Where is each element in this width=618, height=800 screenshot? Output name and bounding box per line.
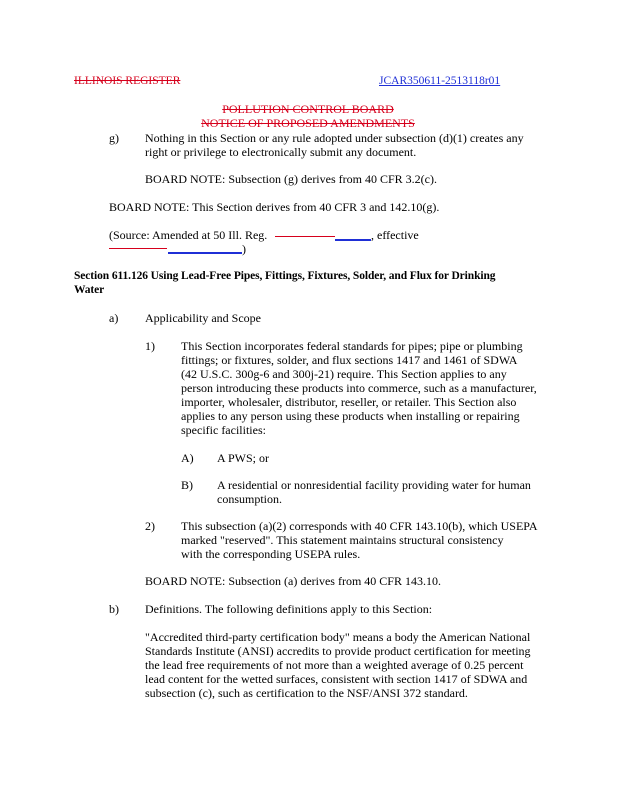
subsection-label-b: b): [109, 602, 119, 616]
paragraph-1-line: importer, wholesaler, distributor, reseller, or retailer. This Section also: [181, 395, 517, 409]
paragraph-1-line: specific facilities:: [181, 423, 266, 437]
definition-line: subsection (c), such as certification to the NSF/ANSI 372 standard.: [145, 686, 468, 700]
subsection-a-heading: Applicability and Scope: [145, 311, 261, 325]
source-effective: , effective: [371, 228, 419, 242]
paragraph-2-line1: This subsection (a)(2) corresponds with 40 CFR 143.10(b), which USEPA: [181, 519, 538, 533]
source-date-blank: [168, 252, 242, 254]
item-B-line1: A residential or nonresidential facility providing water for human: [217, 478, 531, 492]
paragraph-label-2: 2): [145, 519, 155, 533]
source-date-strike: [109, 248, 167, 249]
board-note-g: BOARD NOTE: Subsection (g) derives from 40 CFR 3.2(c).: [145, 172, 437, 186]
subsection-label-g: g): [109, 131, 119, 145]
item-label-A: A): [181, 451, 194, 465]
subsection-b-heading: Definitions. The following definitions apply to this Section:: [145, 602, 433, 616]
paragraph-1-line: This Section incorporates federal standards for pipes; pipe or plumbing: [181, 339, 523, 353]
source-close: ): [242, 242, 246, 256]
paragraph-2-line2: marked "reserved". This statement maintains structural consistency: [181, 533, 504, 547]
subsection-g-line1: Nothing in this Section or any rule adopted under subsection (d)(1) creates any: [145, 131, 524, 145]
paragraph-label-1: 1): [145, 339, 155, 353]
definition-line: Standards Institute (ANSI) accredits to provide product certification for meeting: [145, 644, 531, 658]
item-B-line2: consumption.: [217, 492, 282, 506]
item-label-B: B): [181, 478, 193, 492]
source-reg-blank: [335, 239, 371, 241]
subsection-label-a: a): [109, 311, 119, 325]
section-title: Section 611.126 Using Lead-Free Pipes, Fittings, Fixtures, Solder, and Flux for Drinking: [74, 270, 496, 282]
board-note-a: BOARD NOTE: Subsection (a) derives from 40 CFR 143.10.: [145, 574, 441, 588]
jcar-number: JCAR350611-2513118r01: [379, 75, 501, 87]
section-title-line2: Water: [74, 284, 105, 296]
notice-title: NOTICE OF PROPOSED AMENDMENTS: [201, 116, 415, 130]
paragraph-1-line: (42 U.S.C. 300g-6 and 300j-21) require. This Section applies to any: [181, 367, 507, 381]
paragraph-1-line: fittings; or fixtures, solder, and flux sections 1417 and 1461 of SDWA: [181, 353, 518, 367]
board-name: POLLUTION CONTROL BOARD: [222, 102, 394, 116]
subsection-g-line2: right or privilege to electronically submit any document.: [145, 145, 417, 159]
definition-line: "Accredited third-party certification body" means a body the American National: [145, 630, 531, 644]
item-A-text: A PWS; or: [217, 451, 270, 465]
source-text: (Source: Amended at 50 Ill. Reg.: [109, 228, 268, 242]
source-reg-strike: [275, 236, 335, 237]
paragraph-1-line: applies to any person using these products when installing or repairing: [181, 409, 520, 423]
paragraph-1-line: person introducing these products into commerce, such as a manufacturer,: [181, 381, 537, 395]
definition-line: the lead free requirements of not more than a weighted average of 0.25 percent: [145, 658, 524, 672]
section-board-note: BOARD NOTE: This Section derives from 40 CFR 3 and 142.10(g).: [109, 200, 440, 214]
paragraph-2-line3: with the corresponding USEPA rules.: [181, 547, 361, 561]
register-title: ILLINOIS REGISTER: [74, 75, 181, 87]
definition-line: lead content for the wetted surfaces, consistent with section 1417 of SDWA and: [145, 672, 528, 686]
